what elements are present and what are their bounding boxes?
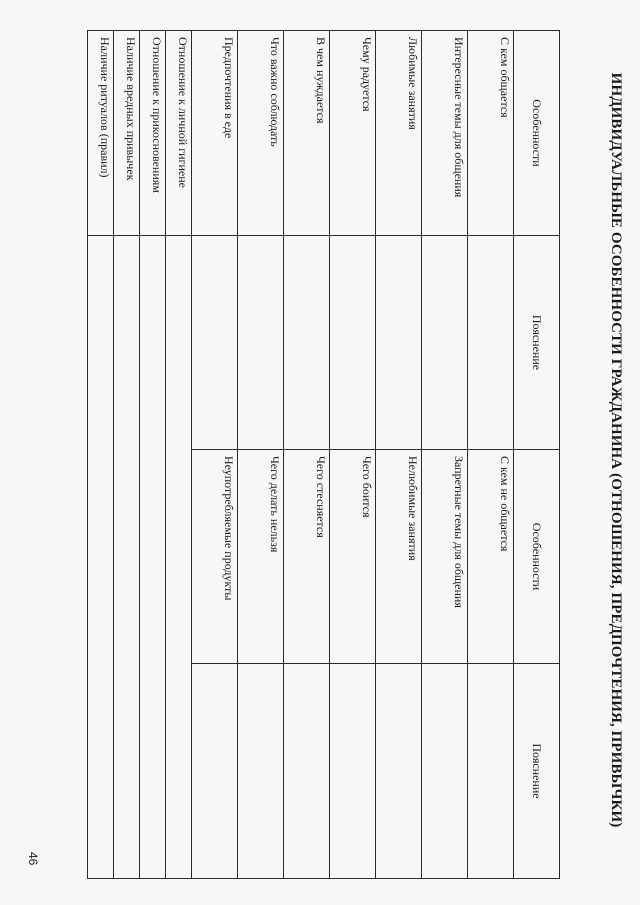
feature-cell: Что важно соблюдать [238,31,284,236]
feature-cell: Любимые занятия [376,31,422,236]
explanation-cell[interactable] [376,664,422,879]
table-row [166,31,192,879]
feature-cell: Запретные темы для общения [422,450,468,664]
explanation-cell[interactable] [330,664,376,879]
feature-cell: Чего боится [330,450,376,664]
feature-cell: Отношение к прикосновениям [140,31,166,236]
explanation-cell[interactable] [192,664,238,879]
explanation-cell[interactable] [376,236,422,450]
header-features-1: Особенности [514,31,560,236]
explanation-cell[interactable] [284,236,330,450]
feature-cell: Неупотребляемые продукты [192,450,238,664]
header-features-2: Особенности [514,450,560,664]
explanation-cell[interactable] [284,664,330,879]
features-table [87,30,560,879]
feature-cell: В чем нуждается [284,31,330,236]
page-title: ИНДИВИДУАЛЬНЫЕ ОСОБЕННОСТИ ГРАЖДАНИНА (ОТНОШЕНИЯ, ПРЕДПОЧТЕНИЯ, ПРИВЫЧКИ) [608,72,624,828]
explanation-cell[interactable] [422,236,468,450]
explanation-cell[interactable] [468,236,514,450]
explanation-cell[interactable] [238,664,284,879]
feature-cell: Наличие ритуалов (правил) [88,31,114,236]
table-header-row [514,31,560,879]
explanation-cell[interactable] [166,236,192,879]
explanation-cell[interactable] [422,664,468,879]
feature-cell: Нелюбимые занятия [376,450,422,664]
feature-cell: Интересные темы для общения [422,31,468,236]
explanation-cell[interactable] [114,236,140,879]
table-row [88,31,114,879]
explanation-cell[interactable] [238,236,284,450]
table-row [284,31,330,879]
explanation-cell[interactable] [192,236,238,450]
table-row [376,31,422,879]
header-explanation-1: Пояснение [514,236,560,450]
table-row [114,31,140,879]
explanation-cell[interactable] [140,236,166,879]
page-number: 46 [26,852,40,866]
explanation-cell[interactable] [88,236,114,879]
table-row [422,31,468,879]
feature-cell: Чему радуется [330,31,376,236]
table-row [468,31,514,879]
table-row [330,31,376,879]
feature-cell: Наличие вредных привычек [114,31,140,236]
table-row [192,31,238,879]
explanation-cell[interactable] [330,236,376,450]
table-row [238,31,284,879]
explanation-cell[interactable] [468,664,514,879]
feature-cell: Чего стесняется [284,450,330,664]
feature-cell: Чего делать нельзя [238,450,284,664]
feature-cell: Отношение к личной гигиене [166,31,192,236]
feature-cell: С кем общается [468,31,514,236]
feature-cell: С кем не общается [468,450,514,664]
header-explanation-2: Пояснение [514,664,560,879]
table-row [140,31,166,879]
feature-cell: Предпочтения в еде [192,31,238,236]
